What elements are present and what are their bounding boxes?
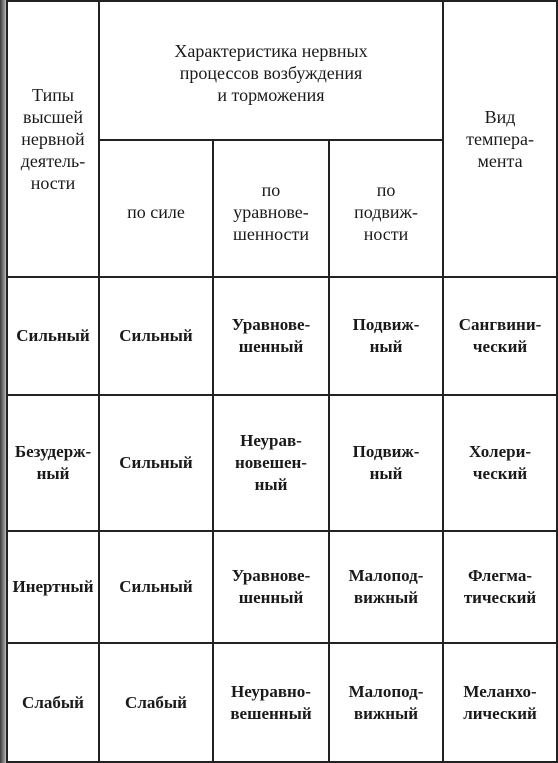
table-row [7, 643, 557, 762]
cell-temperament: Флегма- тический [443, 531, 557, 643]
cell-temperament: Холери- ческий [443, 395, 557, 531]
cell-strength: Сильный [99, 277, 213, 395]
cell-mobility: Подвиж- ный [329, 277, 443, 395]
cell-strength: Сильный [99, 395, 213, 531]
cell-type: Сильный [7, 277, 99, 395]
cell-mobility: Подвиж- ный [329, 395, 443, 531]
cell-temperament: Сангвини- ческий [443, 277, 557, 395]
header-by-mobility: по подвиж- ности [329, 140, 443, 277]
cell-type: Безудерж- ный [7, 395, 99, 531]
cell-balance: Неурав- новешен- ный [213, 395, 329, 531]
header-row-top [7, 1, 557, 140]
cell-strength: Слабый [99, 643, 213, 762]
temperament-table [6, 0, 558, 763]
cell-type: Слабый [7, 643, 99, 762]
cell-temperament: Меланхо- лический [443, 643, 557, 762]
cell-balance: Неуравно- вешенный [213, 643, 329, 762]
header-by-balance: по уравнове- шенности [213, 140, 329, 277]
cell-mobility: Малопод- вижный [329, 643, 443, 762]
header-types: Типы высшей нервной деятель- ности [7, 1, 99, 277]
table-row [7, 277, 557, 395]
cell-type: Инертный [7, 531, 99, 643]
cell-strength: Сильный [99, 531, 213, 643]
cell-balance: Уравнове- шенный [213, 531, 329, 643]
cell-mobility: Малопод- вижный [329, 531, 443, 643]
table-row [7, 395, 557, 531]
header-temperament: Вид темпера- мента [443, 1, 557, 277]
cell-balance: Уравнове- шенный [213, 277, 329, 395]
header-by-strength: по силе [99, 140, 213, 277]
table-row [7, 531, 557, 643]
header-characteristics: Характеристика нервных процессов возбуждения и торможения [99, 1, 443, 140]
